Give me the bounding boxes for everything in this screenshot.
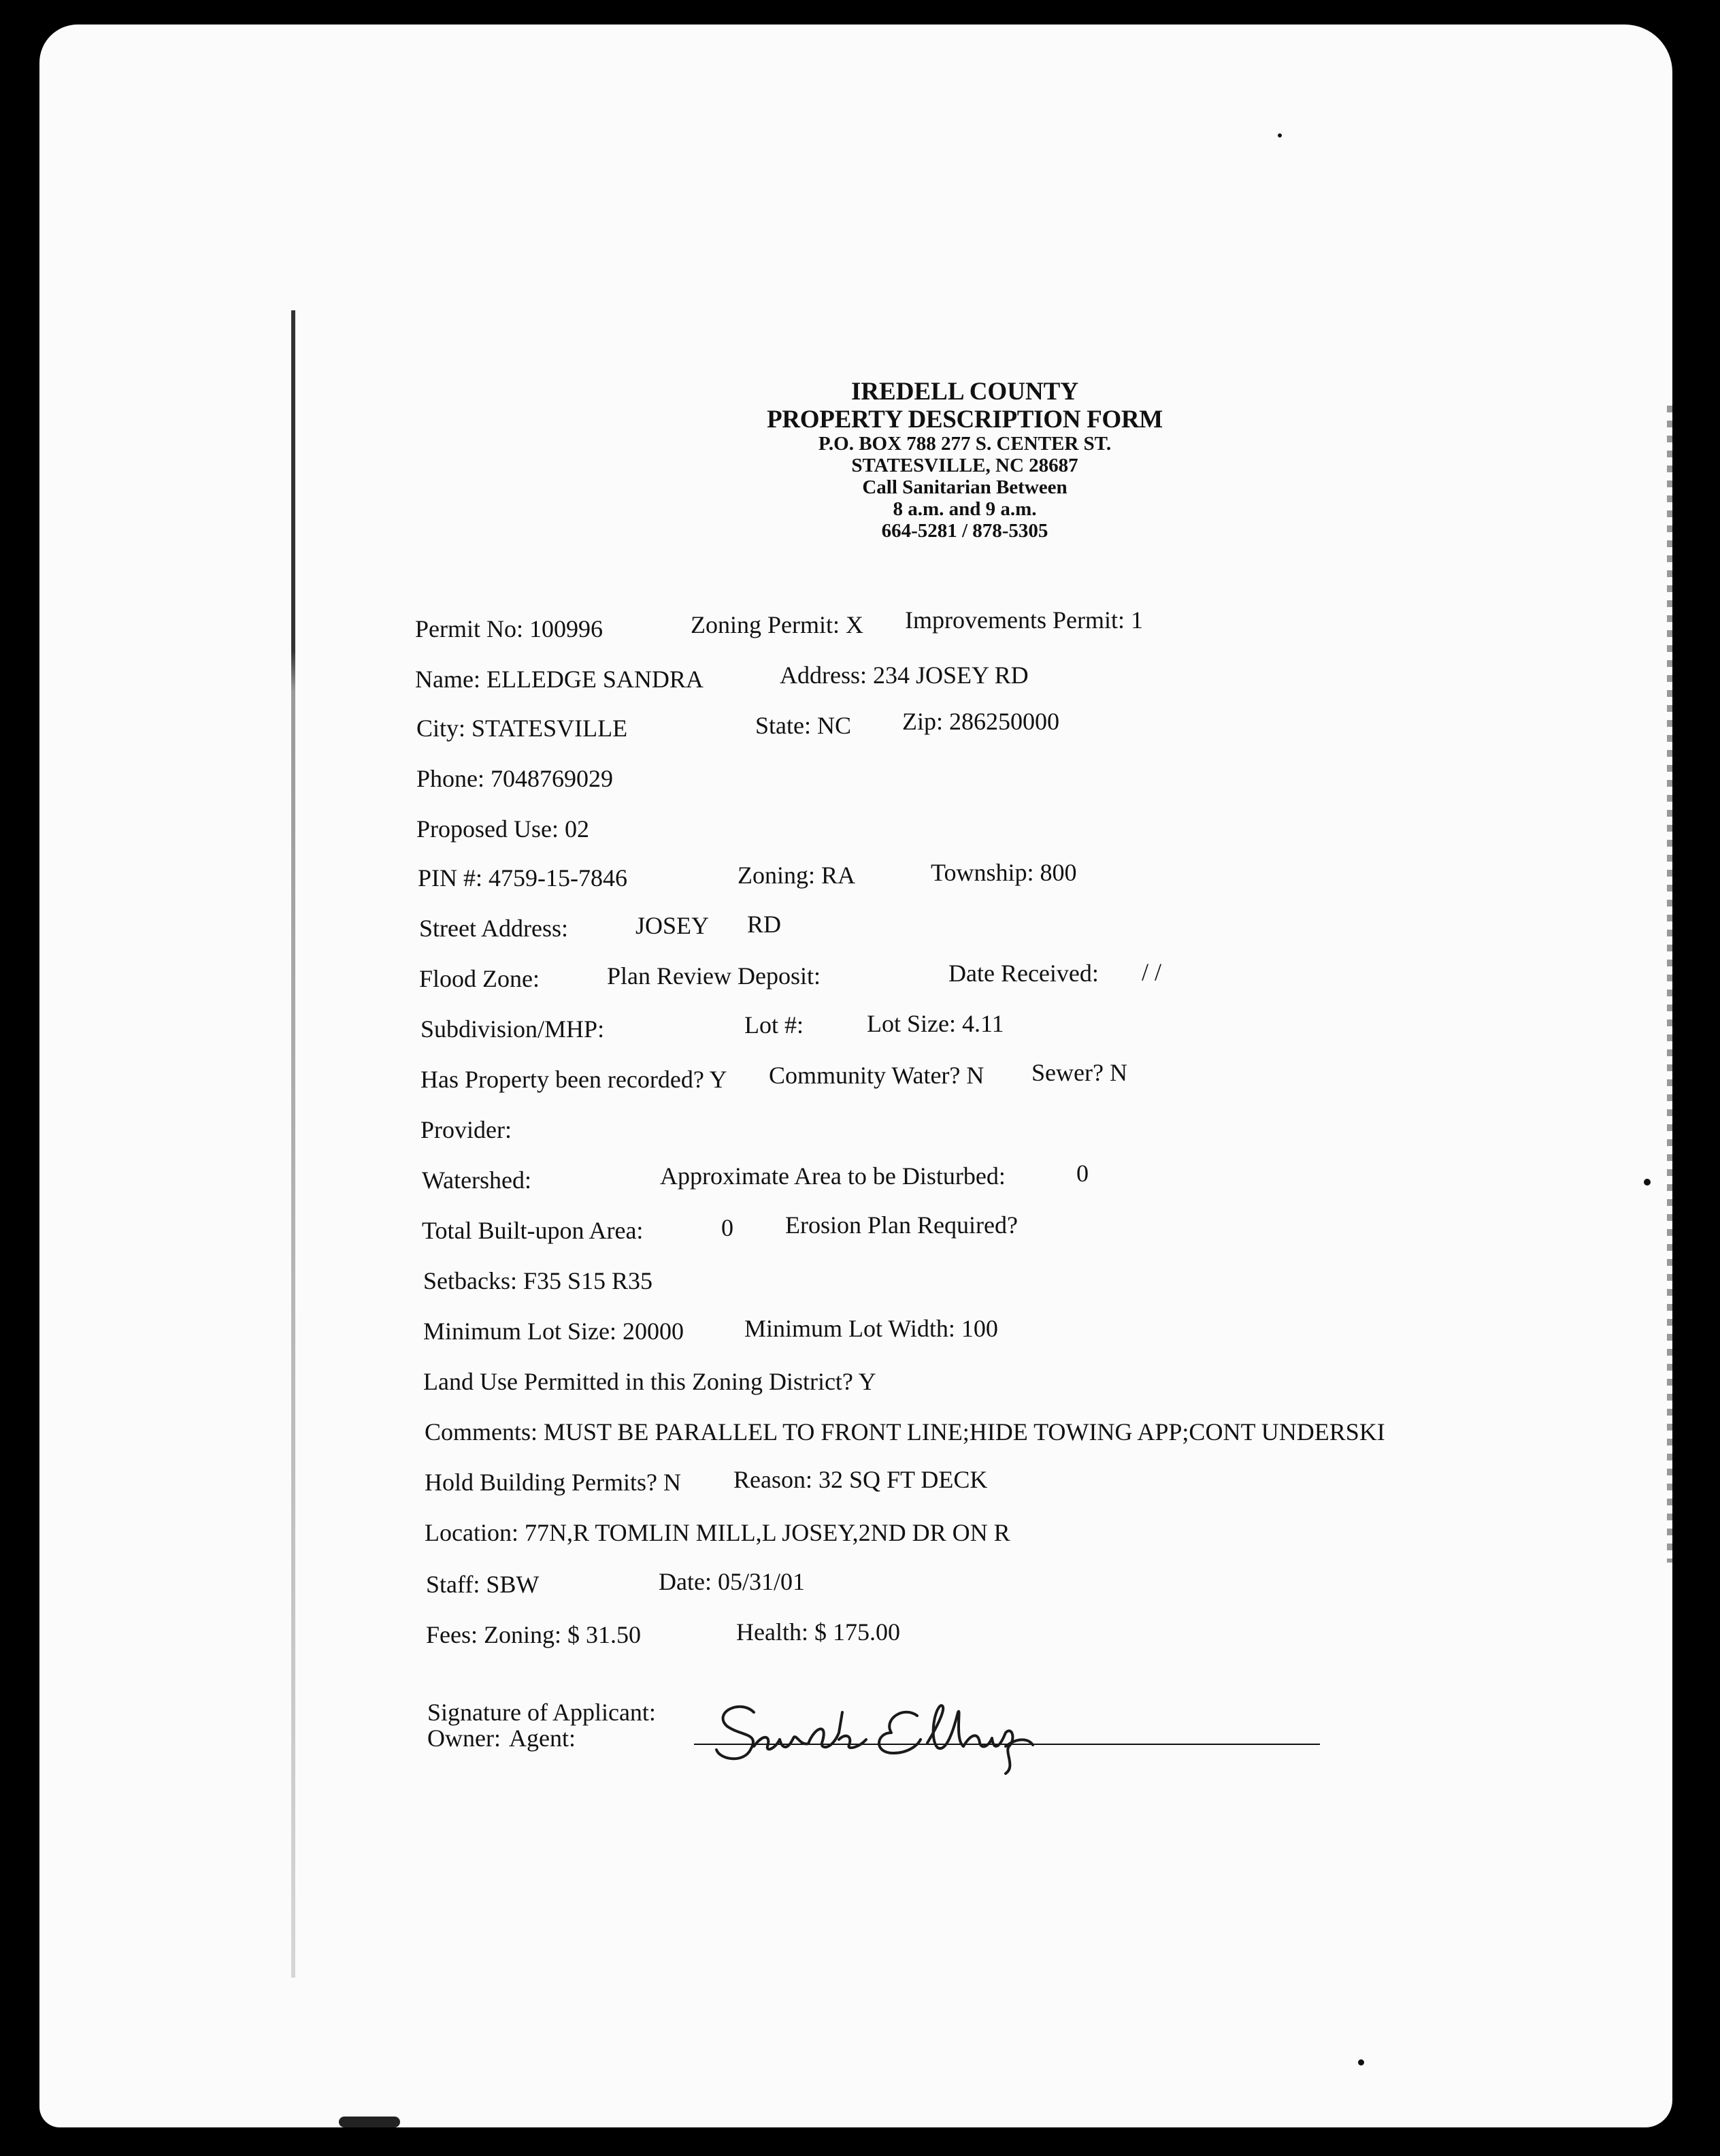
call-hours: 8 a.m. and 9 a.m. (893, 498, 1037, 521)
fees-health: Health: $ 175.00 (736, 1618, 900, 1646)
scan-speck (1358, 2059, 1364, 2065)
setbacks: Setbacks: F35 S15 R35 (423, 1267, 653, 1294)
subdivision: Subdivision/MHP: (420, 1015, 605, 1043)
agent-label: Agent: (509, 1725, 576, 1752)
form-header (652, 378, 1278, 542)
lot-number: Lot #: (744, 1011, 804, 1039)
plan-review-deposit: Plan Review Deposit: (607, 962, 821, 990)
property-recorded: Has Property been recorded? Y (420, 1066, 727, 1093)
permit-no: Permit No: 100996 (415, 615, 603, 642)
area-disturbed-label: Approximate Area to be Disturbed: (660, 1162, 1006, 1190)
office-city: STATESVILLE, NC 28687 (851, 455, 1078, 477)
zip: Zip: 286250000 (902, 708, 1059, 735)
street-address-label: Street Address: (419, 915, 568, 942)
staff: Staff: SBW (426, 1571, 540, 1598)
provider: Provider: (420, 1116, 512, 1143)
form-title: PROPERTY DESCRIPTION FORM (767, 405, 1163, 434)
built-upon-area-label: Total Built-upon Area: (422, 1217, 644, 1244)
comments: Comments: MUST BE PARALLEL TO FRONT LINE;HIDE TOWING APP;CONT UNDERSKI (425, 1418, 1385, 1446)
area-disturbed-value: 0 (1076, 1160, 1089, 1187)
location: Location: 77N,R TOMLIN MILL,L JOSEY,2ND DR ON R (425, 1519, 1010, 1546)
scan-speck (1278, 133, 1282, 137)
street-suffix: RD (747, 911, 782, 938)
signature-label: Signature of Applicant: (427, 1699, 656, 1726)
date-received-label: Date Received: (948, 960, 1099, 987)
land-use-permitted: Land Use Permitted in this Zoning District? Y (423, 1368, 876, 1395)
lot-size: Lot Size: 4.11 (867, 1010, 1004, 1037)
state: State: NC (755, 712, 851, 739)
call-note: Call Sanitarian Between (862, 476, 1068, 499)
zoning: Zoning: RA (738, 862, 856, 889)
hold-reason: Reason: 32 SQ FT DECK (733, 1466, 988, 1493)
township: Township: 800 (931, 859, 1077, 886)
city: City: STATESVILLE (416, 715, 628, 742)
right-scan-border (1667, 406, 1672, 1563)
office-address: P.O. BOX 788 277 S. CENTER ST. (818, 433, 1112, 455)
applicant-signature (713, 1685, 1121, 1780)
scan-smudge (339, 2117, 400, 2127)
watershed: Watershed: (422, 1166, 532, 1194)
built-upon-area-value: 0 (721, 1214, 733, 1241)
scan-speck (1644, 1179, 1651, 1186)
date: Date: 05/31/01 (659, 1568, 805, 1595)
hold-building-permits: Hold Building Permits? N (425, 1469, 681, 1496)
zoning-permit: Zoning Permit: X (691, 611, 863, 638)
street-name: JOSEY (635, 912, 710, 939)
left-scan-border (291, 310, 295, 1978)
date-received-value: / / (1142, 958, 1162, 985)
form-page (39, 24, 1672, 2127)
flood-zone: Flood Zone: (419, 965, 540, 992)
applicant-address: Address: 234 JOSEY RD (780, 662, 1029, 689)
county-title: IREDELL COUNTY (850, 378, 1079, 406)
sewer: Sewer? N (1031, 1059, 1127, 1086)
community-water: Community Water? N (769, 1062, 985, 1089)
fees-zoning: Fees: Zoning: $ 31.50 (426, 1621, 641, 1648)
min-lot-width: Minimum Lot Width: 100 (744, 1315, 998, 1342)
applicant-name: Name: ELLEDGE SANDRA (415, 666, 704, 693)
improvements-permit: Improvements Permit: 1 (905, 606, 1143, 634)
proposed-use: Proposed Use: 02 (416, 815, 589, 843)
pin: PIN #: 4759-15-7846 (418, 864, 627, 892)
owner-label: Owner: (427, 1725, 501, 1752)
office-phones: 664-5281 / 878-5305 (881, 519, 1048, 542)
min-lot-size: Minimum Lot Size: 20000 (423, 1318, 684, 1345)
phone: Phone: 7048769029 (416, 765, 614, 792)
erosion-plan: Erosion Plan Required? (785, 1211, 1018, 1239)
